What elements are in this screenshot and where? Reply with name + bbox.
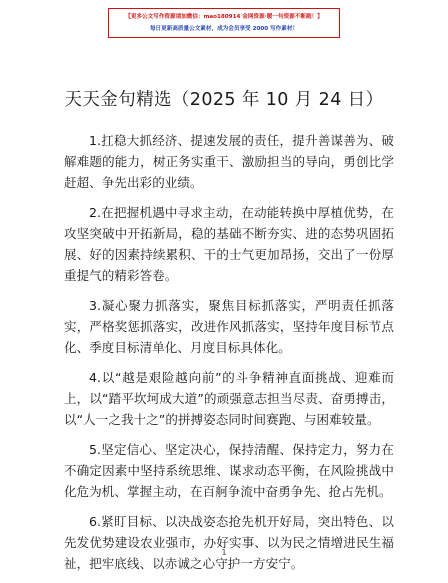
page-number: 1 xyxy=(221,548,227,557)
paragraph-4 xyxy=(64,367,394,430)
paragraph-text: 紧盯目标、以决战姿态抢先机开好局，突出特色、以先发优势建设农业强市，办好实事、以为民之情增进民生福祉，把牢底线、以赤诚之心守护一方安宁。 xyxy=(64,514,394,571)
paragraph-text: 坚定信心、坚定决心，保持清醒、保持定力，努力在不确定因素中坚持系统思维、谋求动态平衡，在风险挑战中化危为机、掌握主动，在百舸争流中奋勇争先、抢占先机。 xyxy=(64,442,394,499)
paragraph-2 xyxy=(64,202,394,286)
promo-banner-line2: 每日更新高质量公文素材，成为会员享受 2000 写作素材！ xyxy=(149,26,299,32)
paragraph-number: 3. xyxy=(89,298,102,313)
paragraph-3 xyxy=(64,295,394,358)
paragraph-5 xyxy=(64,439,394,502)
paragraph-number: 6. xyxy=(89,514,102,529)
paragraph-number: 1. xyxy=(89,133,102,148)
paragraph-number: 4. xyxy=(89,370,102,385)
document-body xyxy=(64,130,394,583)
promo-banner xyxy=(108,8,340,38)
paragraph-6 xyxy=(64,511,394,574)
paragraph-1 xyxy=(64,130,394,193)
paragraph-text: 在把握机遇中寻求主动，在动能转换中厚植优势，在攻坚突破中开拓新局，稳的基础不断夯实、进的态势巩固拓展、好的因素持续累积、干的士气更加昂扬，交出了一份厚重提气的精彩答卷。 xyxy=(64,205,394,283)
paragraph-number: 2. xyxy=(89,205,102,220)
paragraph-number: 5. xyxy=(89,442,102,457)
document-title: 天天金句精选（2025 年 10 月 24 日） xyxy=(64,90,384,110)
paragraph-text: 扛稳大抓经济、提速发展的责任，提升善谋善为、破解难题的能力，树正务实重干、激励担当的导向，勇创比学赶超、争先出彩的业绩。 xyxy=(64,133,394,190)
paragraph-text: 凝心聚力抓落实，聚焦目标抓落实，严明责任抓落实，严格奖惩抓落实，改进作风抓落实，坚持年度目标节点化、季度目标清单化、月度目标具体化。 xyxy=(64,298,394,355)
promo-banner-line1: 【更多公文写作资源请加微信：mao180914 金网资源·暖一句资源不断跑！】 xyxy=(125,14,323,20)
paragraph-text: 以“越是艰险越向前”的斗争精神直面挑战、迎难而上，以“踏平坎坷成大道”的顽强意志担当尽责、奋勇搏击，以“人一之我十之”的拼搏姿态同时间赛跑、与困难较量。 xyxy=(64,370,394,427)
